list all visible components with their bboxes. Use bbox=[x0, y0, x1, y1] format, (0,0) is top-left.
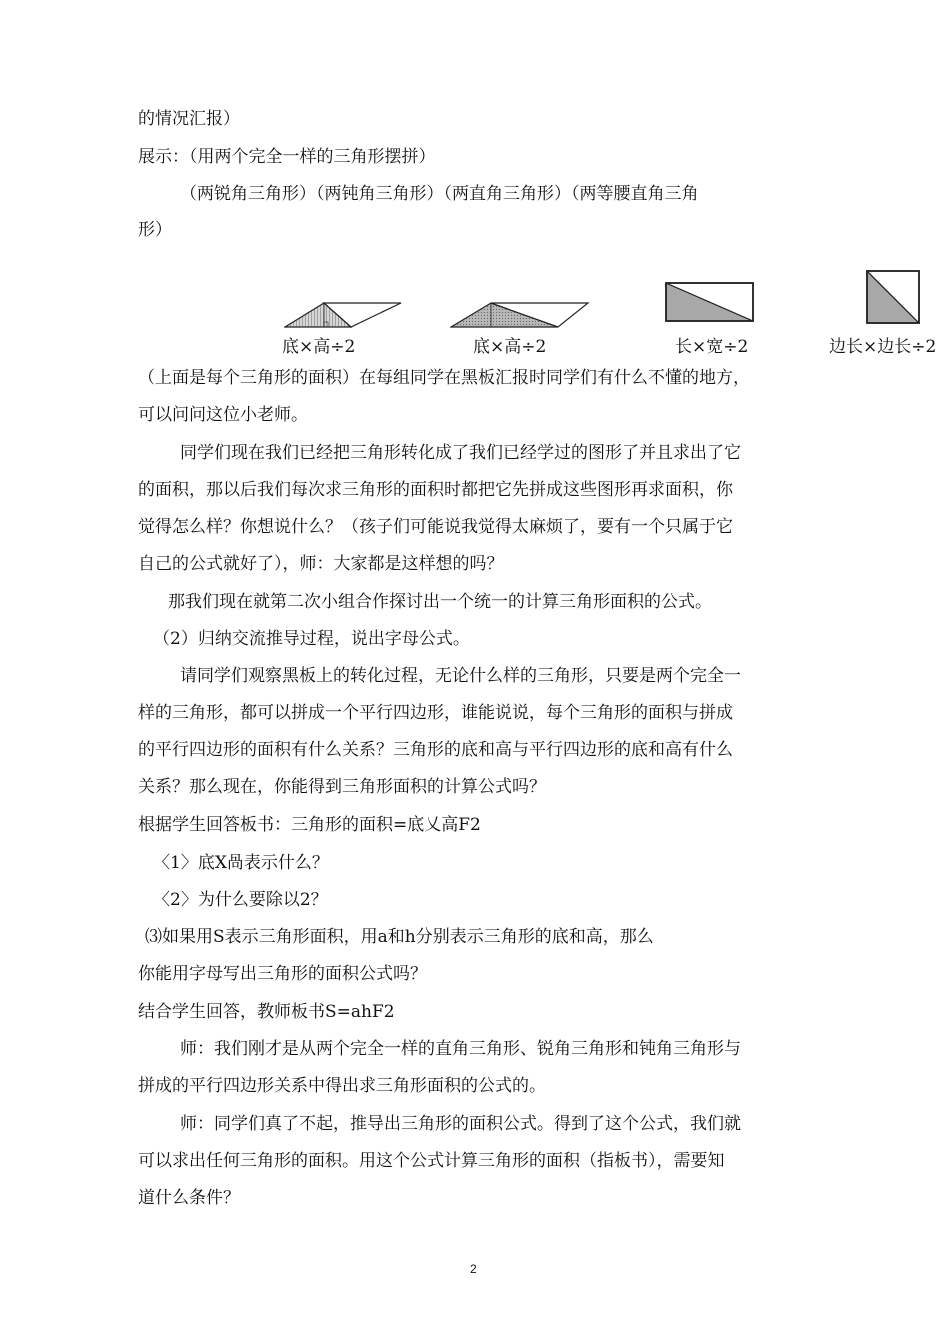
text-line: 师：我们刚才是从两个完全一样的直角三角形、锐角三角形和钝角三角形与 bbox=[180, 1039, 741, 1059]
figure-isosceles-right-triangles bbox=[866, 270, 920, 324]
text-line: （2）归纳交流推导过程，说出字母公式。 bbox=[153, 629, 470, 649]
text-line: 根据学生回答板书：三角形的面积=底乂高F2 bbox=[138, 815, 481, 835]
text-line: 那我们现在就第二次小组合作探讨出一个统一的计算三角形面积的公式。 bbox=[168, 592, 712, 612]
figure-label: 边长×边长÷2 bbox=[829, 337, 937, 357]
text-line: 结合学生回答，教师板书S=ahF2 bbox=[138, 1002, 395, 1022]
figure-label: 长×宽÷2 bbox=[675, 337, 749, 357]
text-line: 〈2〉为什么要除以2？ bbox=[153, 890, 328, 910]
text-line: 你能用字母写出三角形的面积公式吗？ bbox=[138, 964, 427, 984]
text-line: 觉得怎么样？你想说什么？（孩子们可能说我觉得太麻烦了，要有一个只属于它 bbox=[138, 517, 733, 537]
text-line: 形） bbox=[138, 220, 172, 240]
text-line: 可以问问这位小老师。 bbox=[138, 405, 308, 425]
text-line: 样的三角形，都可以拼成一个平行四边形，谁能说说，每个三角形的面积与拼成 bbox=[138, 703, 733, 723]
figure-label: 底×高÷2 bbox=[282, 337, 356, 357]
text-line: （两锐角三角形）（两钝角三角形）（两直角三角形）（两等腰直角三角 bbox=[180, 184, 699, 204]
text-line: 关系？那么现在，你能得到三角形面积的计算公式吗？ bbox=[138, 777, 546, 797]
text-line: 自己的公式就好了），师：大家都是这样想的吗？ bbox=[138, 554, 504, 574]
figure-acute-triangles bbox=[284, 302, 404, 328]
text-line: 的情况汇报） bbox=[138, 109, 240, 129]
text-line: 同学们现在我们已经把三角形转化成了我们已经学过的图形了并且求出了它 bbox=[180, 443, 741, 463]
text-line: ⑶如果用S表示三角形面积，用a和h分别表示三角形的底和高，那么 bbox=[145, 927, 654, 947]
text-line: 道什么条件？ bbox=[138, 1188, 240, 1208]
figure-right-triangles bbox=[665, 282, 755, 322]
text-line: 师：同学们真了不起，推导出三角形的面积公式。得到了这个公式，我们就 bbox=[180, 1114, 741, 1134]
page-number: 2 bbox=[470, 1262, 477, 1276]
text-line: 可以求出任何三角形的面积。用这个公式计算三角形的面积（指板书），需要知 bbox=[138, 1151, 725, 1171]
figure-label: 底×高÷2 bbox=[473, 337, 547, 357]
text-line: 拼成的平行四边形关系中得出求三角形面积的公式的。 bbox=[138, 1076, 546, 1096]
text-line: 〈1〉底X咼表示什么？ bbox=[153, 853, 329, 873]
text-line: 的平行四边形的面积有什么关系？三角形的底和高与平行四边形的底和高有什么 bbox=[138, 740, 733, 760]
text-line: 请同学们观察黑板上的转化过程，无论什么样的三角形，只要是两个完全一 bbox=[180, 666, 741, 686]
text-line: （上面是每个三角形的面积）在每组同学在黑板汇报时同学们有什么不懂的地方， bbox=[138, 368, 750, 388]
text-line: 展示：（用两个完全一样的三角形摆拼） bbox=[138, 147, 436, 167]
text-line: 的面积，那以后我们每次求三角形的面积时都把它先拼成这些图形再求面积，你 bbox=[138, 480, 733, 500]
figure-obtuse-triangles bbox=[450, 302, 590, 328]
